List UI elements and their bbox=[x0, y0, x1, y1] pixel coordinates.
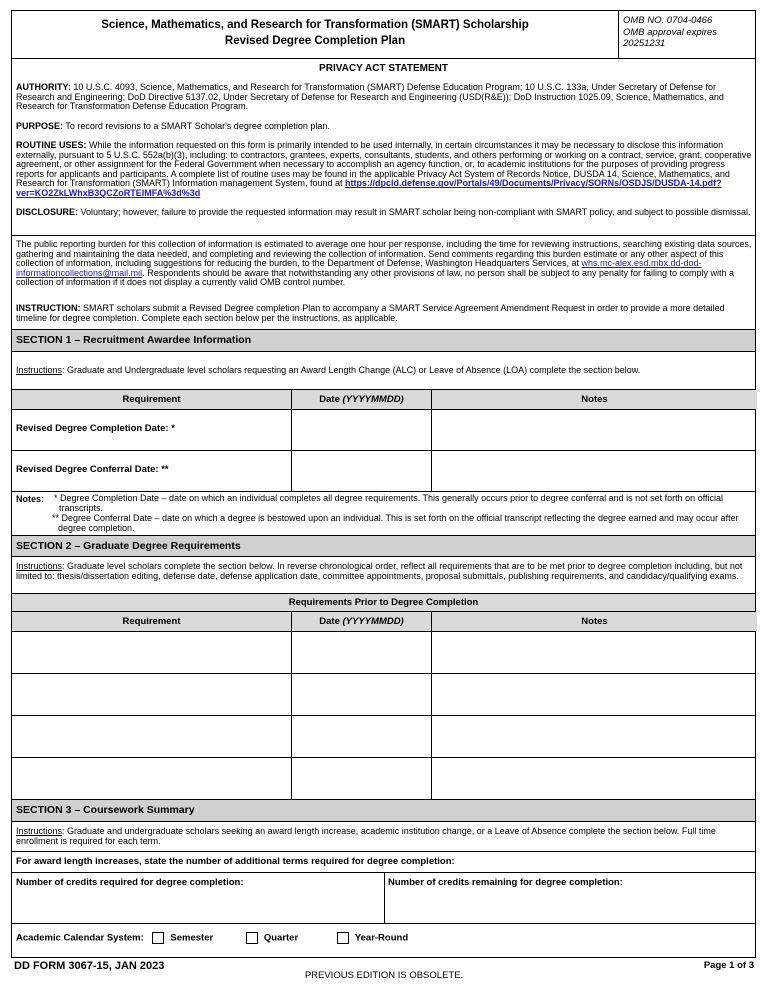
routine-uses-label: ROUTINE USES: bbox=[16, 140, 87, 150]
divider bbox=[12, 58, 755, 59]
obsolete-notice: PREVIOUS EDITION IS OBSOLETE. bbox=[304, 970, 464, 981]
authority-text: 10 U.S.C. 4093, Science, Mathematics, and Research for Transformation (SMART) Defense Education Program; 10 U.S.C. 133a, Under Secretary of Defense for Research and Engineering; DoD Directive 5137.02, Under Secretary of Defense for Research and Engineering (USD(R&E)); DoD Instruction 1025.09, Science, Mathematics, and Research for Transformation Defense Education Program. bbox=[16, 82, 724, 112]
form-id: DD FORM 3067-15, JAN 2023 bbox=[14, 960, 165, 972]
award-length-label: For award length increases, state the number of additional terms required for degree completion: bbox=[16, 856, 455, 867]
date-field[interactable] bbox=[292, 632, 431, 673]
form-title bbox=[12, 17, 618, 49]
revised-conferral-date-label: Revised Degree Conferral Date: ** bbox=[16, 464, 169, 475]
col-requirement: Requirement bbox=[12, 612, 291, 631]
academic-calendar-row bbox=[16, 932, 408, 944]
notes-field[interactable] bbox=[432, 674, 757, 715]
privacy-heading: PRIVACY ACT STATEMENT bbox=[319, 63, 448, 74]
section-1-heading: SECTION 1 – Recruitment Awardee Information bbox=[12, 329, 755, 352]
omb-expires-date: 20251231 bbox=[623, 38, 666, 49]
divider bbox=[12, 851, 755, 852]
col-notes: Notes bbox=[432, 390, 757, 409]
instructions-label: Instructions bbox=[16, 365, 63, 375]
notes-field[interactable] bbox=[432, 758, 757, 799]
academic-calendar-label: Academic Calendar System: bbox=[16, 932, 144, 944]
omb-number: OMB NO. 0704-0466 bbox=[623, 15, 713, 26]
divider bbox=[12, 235, 755, 236]
semester-checkbox[interactable] bbox=[152, 932, 164, 944]
revised-completion-notes-field[interactable] bbox=[432, 410, 757, 450]
form-page bbox=[11, 10, 756, 958]
instruction-paragraph bbox=[16, 304, 752, 323]
year-round-checkbox[interactable] bbox=[337, 932, 349, 944]
title-line-1: Science, Mathematics, and Research for Transformation (SMART) Scholarship bbox=[101, 19, 529, 31]
purpose-paragraph bbox=[16, 122, 752, 132]
requirement-field[interactable] bbox=[12, 716, 291, 757]
omb-expires-label: OMB approval expires bbox=[623, 26, 717, 38]
instruction-text: SMART scholars submit a Revised Degree completion Plan to accompany a SMART Service Agreement Amendment Request in order to provide a more detailed timeline for degree completion. Complete each section below per the instructions, as applicable. bbox=[16, 303, 725, 323]
date-field[interactable] bbox=[292, 716, 431, 757]
disclosure-text: Voluntary; however, failure to provide the requested information may result in SMART scholar being non-compliant with SMART policy, and subject to possible dismissal. bbox=[80, 207, 751, 217]
burden-email-link[interactable]: whs.mc-alex.esd.mbx.dd-dod-informationcollections@mail.mil bbox=[16, 258, 702, 278]
section-2-heading: SECTION 2 – Graduate Degree Requirements bbox=[12, 535, 755, 557]
credits-required-label: Number of credits required for degree completion: bbox=[16, 877, 244, 888]
revised-conferral-date-field[interactable] bbox=[292, 451, 431, 491]
semester-label: Semester bbox=[170, 932, 214, 944]
divider bbox=[12, 923, 755, 924]
burden-text: The public reporting burden for this collection of information is estimated to average one hour per response, including the time for reviewing instructions, searching existing data sources, gathering and maintaining the data needed, and completing and reviewing the collection of information. Send comments regarding this burden estimate or any other aspect of this collection of information, including suggestions for reducing the burden, to the Department of Defense, Washington Headquarters Services, at bbox=[16, 239, 752, 269]
authority-paragraph bbox=[16, 83, 752, 112]
credits-remaining-label: Number of credits remaining for degree completion: bbox=[388, 877, 623, 888]
date-field[interactable] bbox=[292, 758, 431, 799]
divider bbox=[12, 491, 755, 492]
requirements-table-title: Requirements Prior to Degree Completion bbox=[12, 594, 755, 611]
note-conferral: ** Degree Conferral Date – date on which a degree is bestowed upon an individual. This is set forth on the official transcript reflecting the degree earned and may occur after degree completion. bbox=[52, 513, 739, 533]
col-date bbox=[292, 390, 431, 409]
authority-label: AUTHORITY: bbox=[16, 82, 71, 92]
col-requirement: Requirement bbox=[12, 390, 291, 409]
col-date-label: Date bbox=[319, 616, 340, 627]
requirement-field[interactable] bbox=[12, 632, 291, 673]
col-date bbox=[292, 612, 431, 631]
revised-completion-date-label: Revised Degree Completion Date: * bbox=[16, 423, 175, 434]
purpose-text: To record revisions to a SMART Scholar's degree completion plan. bbox=[65, 121, 330, 131]
disclosure-paragraph bbox=[16, 208, 752, 218]
instructions-text: : Graduate level scholars complete the section below. In reverse chronological order, reflect all requirements that are to be met prior to degree completion including, but not limited to: thesis/dissertation editing, defense date, defense application date, committee appointments, proposal submittals, publishing requirements, and candidacy/qualifying exams. bbox=[16, 561, 743, 581]
section-2-instructions bbox=[16, 562, 752, 581]
revised-completion-date-field[interactable] bbox=[292, 410, 431, 450]
quarter-label: Quarter bbox=[263, 932, 299, 944]
omb-box bbox=[618, 11, 757, 58]
notes-field[interactable] bbox=[432, 632, 757, 673]
routine-uses-text: While the information requested on this form is primarily intended to be used internally, in certain circumstances it may be necessary to disclose this information externally, pursuant to 5 U.S.C. 552a(b)(3), including: to contractors, grantees, experts, consultants, students, and others performing or working on a contract, service, grant, cooperative agreement, or other assignment for the Federal Government when necessary to accomplish an agency function, or, to academic institutions for the purposes of providing progress reports for applicants and participants. A complete list of routine uses may be found in the applicable Privacy Act System of Records Notice, DUSDA 14, Science, Mathematics, and Research for Transformation (SMART) Information management System, found at bbox=[16, 140, 752, 189]
credits-remaining-field[interactable] bbox=[385, 890, 755, 922]
section-3-instructions bbox=[16, 827, 752, 846]
disclosure-label: DISCLOSURE: bbox=[16, 207, 79, 217]
section-1-instructions bbox=[16, 366, 752, 376]
section-3-heading: SECTION 3 – Coursework Summary bbox=[12, 799, 755, 822]
col-notes: Notes bbox=[432, 612, 757, 631]
title-line-2: Revised Degree Completion Plan bbox=[224, 35, 406, 47]
instruction-label: INSTRUCTION: bbox=[16, 303, 81, 313]
purpose-label: PURPOSE: bbox=[16, 121, 64, 131]
instructions-text: : Graduate and undergraduate scholars seeking an award length increase, academic institution change, or a Leave of Absence complete the section below. Full time enrollment is required for each term. bbox=[16, 826, 716, 846]
credits-required-field[interactable] bbox=[12, 890, 384, 922]
notes-label: Notes: bbox=[16, 494, 45, 504]
quarter-checkbox[interactable] bbox=[246, 932, 258, 944]
sorn-link[interactable]: https://dpcld.defense.gov/Portals/49/Documents/Privacy/SORNs/OSDJS/DUSDA-14.pdf?ver=KO2ZkLWhxB3QCZoRTEIMFA%3d%3d bbox=[16, 178, 722, 198]
requirement-field[interactable] bbox=[12, 674, 291, 715]
page-number: Page 1 of 3 bbox=[703, 960, 754, 971]
instructions-label: Instructions bbox=[16, 826, 63, 836]
routine-uses-paragraph bbox=[16, 141, 752, 199]
burden-paragraph bbox=[16, 240, 752, 288]
col-date-label: Date bbox=[319, 394, 340, 405]
note-completion: * Degree Completion Date – date on which an individual completes all degree requirements. This generally occurs prior to degree conferral and is not set forth on official transcripts. bbox=[54, 493, 724, 513]
burden-text-end: . Respondents should be aware that notwithstanding any other provisions of law, no person shall be subject to any penalty for failing to comply with a collection of information if it does not display a currently valid OMB control number. bbox=[16, 267, 735, 288]
notes-field[interactable] bbox=[432, 716, 757, 757]
col-date-format: (YYYYMMDD) bbox=[342, 394, 404, 405]
instructions-text: : Graduate and Undergraduate level scholars requesting an Award Length Change (ALC) or Leave of Absence (LOA) complete the section below. bbox=[62, 365, 641, 375]
revised-conferral-notes-field[interactable] bbox=[432, 451, 757, 491]
year-round-label: Year-Round bbox=[354, 932, 409, 944]
date-field[interactable] bbox=[292, 674, 431, 715]
requirement-field[interactable] bbox=[12, 758, 291, 799]
col-date-format: (YYYYMMDD) bbox=[342, 616, 404, 627]
instructions-label: Instructions bbox=[16, 561, 63, 571]
